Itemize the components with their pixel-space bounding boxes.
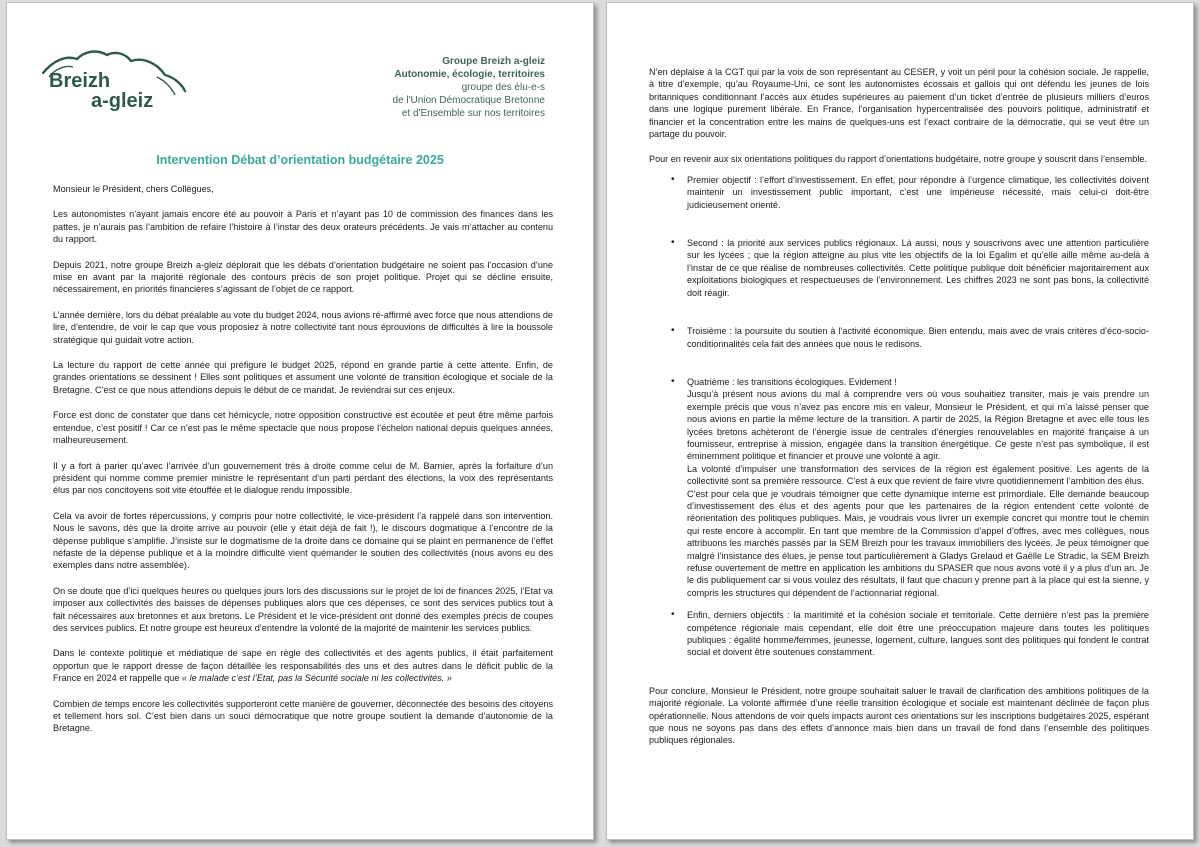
orientations-list (649, 174, 1149, 659)
right-body (649, 66, 1149, 760)
svg-text:Breizh: Breizh (49, 70, 111, 92)
document-title: Intervention Débat d’orientation budgétaire 2025 (156, 153, 444, 167)
list-item: • Troisième : la poursuite du soutien à l’activité économique. Bien entendu, mais avec de vrais critères d’éco-socio-conditionnalités cela fait des années que nous le redisons. (649, 325, 1149, 350)
paragraph: Cela va avoir de fortes répercussions, y compris pour notre collectivité, le vice-président l’a rappelé dans son intervention. Nous le savons, dès que la droite arrive au pouvoir (elle y était déjà de fait !), le discours dogmatique à l’encontre de la dépense publique s’amplifie. J’insiste sur le dogmatisme de la droite dans ce domaine qui se plaint en permanence de l’effet néfaste de la dépense publique et à la moindre difficulté vient quémander le soutien des collectivités (nous avons eu des exemples dans notre assemblée). (53, 510, 553, 571)
group-line-2: de l'Union Démocratique Bretonne (392, 95, 545, 106)
paragraph-with-quote: Dans le contexte politique et médiatique de sape en règle des collectivités et des agents publics, il était parfaitement opportun que le rapport dresse de façon détaillée les responsabilités des uns et des autres dans le déficit public de la France en 2024 et rappelle que « le malade c’est l’Etat, pas la Sécurité sociale ni les collectivités. » (53, 648, 553, 684)
left-body (53, 183, 553, 748)
paragraph: Pour en revenir aux six orientations politiques du rapport d’orientations budgétaire, notre groupe y souscrit dans l’ensemble. (649, 154, 1147, 165)
group-line-1: groupe des élu-e-s (461, 82, 545, 93)
document-page-right (606, 2, 1194, 840)
list-item: • Second : la priorité aux services publics régionaux. Là aussi, nous y souscrivons avec une attention particulière sur les lycées ; que la région atteigne au plus vite les objectifs de la loi Egalim et qu’elle aille même au-delà à l’instar de ce que réalise de nombreuses collectivités. Cette politique publique doit bénéficier majoritairement aux exploitations biologiques et respectueuses de l’environnement. Les chiffres 2023 ne sont pas bons, la collectivité doit réagir. (649, 237, 1149, 299)
paragraph: L’année dernière, lors du débat préalable au vote du budget 2024, nous avions ré-affirmé avec force que nous attendions de lire, d’entendre, de voir le cap que vous proposiez à notre collectivité tant nous éprouvions de difficultés à lire la boussole stratégique qui guidait votre action. (53, 309, 553, 345)
list-item: • Premier objectif : l’effort d’investissement. En effet, pour répondre à l’urgence climatique, les collectivités doivent maintenir un investissement public important, c’est une impérieuse nécessité, mais celui-ci doit-être judicieusement orienté. (649, 174, 1149, 211)
paragraph: La lecture du rapport de cette année qui préfigure le budget 2025, répond en grande partie à cette attente. Enfin, de grandes orientations se dessinent ! Elles sont politiques et assument une volonté de transition écologique et sociale de la Bretagne. C’est ce que nous attendions depuis le début de ce mandat. Je reviendrai sur ces enjeux. (53, 360, 553, 395)
paragraph: Les autonomistes n’ayant jamais encore été au pouvoir à Paris et n’ayant pas 10 de commission des finances dans les pattes, je n’aurais pas l’ambition de refaire l’histoire à l’instar des deux orateurs précédents. Je vais m’attacher au contenu du rapport. (53, 209, 553, 245)
list-item: • Quatrième : les transitions écologiques. Evidement ! Jusqu’à présent nous avions du mal à comprendre vers où vous souhaitiez transiter, mais je vais prendre un exemple précis que vous n’avez pas encore mis en valeur, Monsieur le Président, et qui m’a laissé penser que nous avions en partie la même lecture de la transition. A partir de 2025, la Région Bretagne et avec elle tous les lycées bretons achèteront de l’énergie issue de centrales d’énergies renouvelables en majorité française à un fournisseur, entreprise à mission, engagée dans la transition énergétique. Ce geste n’est pas symbolique, il est éminemment politique et financier et prouve une volonté à agir. La volonté d’impulser une transformation des services de la région est également positive. Les agents de la collectivité sont sa première ressource. C’est à eux que revient de faire vivre quotidiennement l’ambition des élus. C’est pour cela que je voudrais témoigner que cette dynamique interne est primordiale. Elle demande beaucoup d’investissement des élus et des agents pour que les partenaires de la région entendent cette volonté de réorientation des politiques publiques. Mais, je voudrais vous livrer un exemple concret qui montre tout le chemin qui reste encore à accomplir. En tant que membre de la Commission d’appel d’offres, avec mes collègues, nous attribuons les marchés passés par la SEM Breizh pour les travaux immobiliers des lycées. Je peux témoigner que malgré l’insistance des élues, je pense tout particulièrement à Gladys Grelaud et Gaëlle Le Stradic, la SEM Breizh refuse ouvertement de mettre en application les ambitions du SPASER que nous avons voté il y a plus d’un an. Je le dis publiquement car si vous voulez des résultats, il faut que chacun y prenne part à la place qui est la sienne, y compris les structures qui dépendent de l’actionnariat régional. (649, 376, 1149, 599)
svg-text:a-gleiz: a-gleiz (91, 90, 154, 112)
group-line-3: et d'Ensemble sur nos territoires (401, 108, 545, 119)
quote: « le malade c’est l’Etat, pas la Sécurité sociale ni les collectivités. » (181, 673, 452, 684)
paragraph: Il y a fort à parier qu’avec l’arrivée d’un gouvernement très à droite comme celui de M. Barnier, après la forfaiture d’un président qui nomme comme premier ministre le représentant d’un parti perdant des élections, la voix des représentants élus par nos concitoyens soit vite étouffée et le dialogue rendu impossible. (53, 460, 553, 496)
group-name: Groupe Breizh a-gleiz (442, 56, 545, 67)
salutation: Monsieur le Président, chers Collègues, (53, 184, 214, 194)
list-item: • Enfin, derniers objectifs : la maritimité et la cohésion sociale et territoriale. Cette dernière n’est pas la première compétence régionale mais cependant, elle doit être une préoccupation majeure dans toutes les politiques publiques : égalité homme/femmes, jeunesse, logement, culture, langues sont des politiques qui fondent le contrat social et doivent être soutenues constamment. (649, 609, 1149, 659)
paragraph: N’en déplaise à la CGT qui par la voix de son représentant au CESER, y voit un péril pour la cohésion sociale. Je rappelle, à titre d’exemple, qu’au Royaume-Uni, ce sont les autonomistes écossais et gallois qui ont défendu les jeunes de lois britanniques conditionnant l’accès aux études supérieures au paiement d’un ticket d’entrée de plusieurs milliers d’euros dans une logique purement libérale. En France, l’organisation hypercentralisée des pouvoirs politique, administratif et financier et la concentration entre les mains de quelques-uns est l’exact contraire de la démocratie, qui se veut être un partage du pouvoir. (649, 67, 1149, 140)
group-header (392, 55, 545, 120)
conclusion-paragraph: Pour conclure, Monsieur le Président, notre groupe souhaitait saluer le travail de clarification des ambitions politiques de la majorité régionale. La volonté affirmée d’une réelle transition écologique et sociale est maintenant déclinée de façon plus opérationnelle. Nous attendons de voir quels impacts auront ces orientations sur les inscriptions budgétaires 2025, espérant que nous ne soyons pas dans des effets d’annonce mais bien dans un travail de fond dans l’ensemble des politiques publiques régionales. (649, 685, 1149, 746)
group-tagline: Autonomie, écologie, territoires (394, 69, 545, 80)
paragraph: Force est donc de constater que dans cet hémicycle, notre opposition constructive est écoutée et peut être même parfois entendue, c’est positif ! Car ce n’est pas le même spectacle que nous propose l’échelon national depuis quelques années, malheureusement. (53, 410, 553, 446)
paragraph: Depuis 2021, notre groupe Breizh a-gleiz déplorait que les débats d’orientation budgétaire ne soient pas l’occasion d’une mise en avant par la majorité régionale des contours précis de son projet politique. Projet qui se décline ensuite, nécessairement, en priorités financières s’agissant de l’objet de ce rapport. (53, 259, 553, 295)
paragraph: On se doute que d’ici quelques heures ou quelques jours lors des discussions sur le projet de loi de finances 2025, l’Etat va imposer aux collectivités des baisses de dépenses publiques alors que ces dépenses, ce sont des services publics tout à fait nécessaires aux bretonnes et aux bretons. Le Président et le vice-président ont donné des exemples précis de coupes des services publics. Et notre groupe est heureux d’entendre la volonté de la majorité de maintenir les services publics. (53, 585, 553, 633)
paragraph: Combien de temps encore les collectivités supporteront cette manière de gouverner, déconnectée des besoins des citoyens et tellement hors sol. C’est bien dans un souci démocratique que notre groupe soutient la demande d’autonomie de la Bretagne. (53, 698, 553, 734)
document-page-left (6, 2, 594, 840)
breizh-a-gleiz-logo (39, 47, 189, 113)
